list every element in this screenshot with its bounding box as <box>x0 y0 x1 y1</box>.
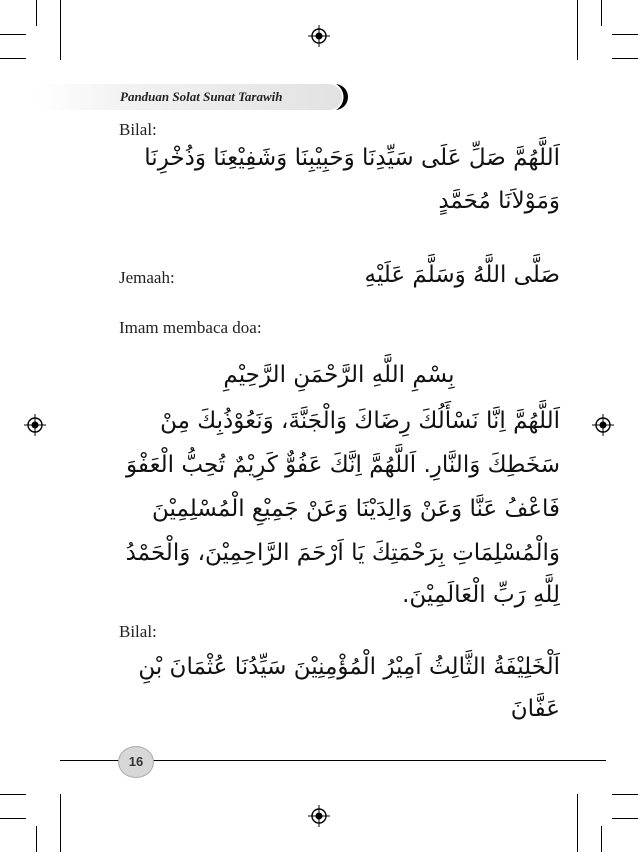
arabic-line: صَلَّى اللَّهُ وَسَلَّمَ عَلَيْهِ <box>364 262 560 288</box>
arabic-line: اَللَّهُمَّ صَلِّ عَلَى سَيِّدِنَا وَحَبِيْبِنَا وَشَفِيْعِنَا وَذُخْرِنَا <box>144 145 560 171</box>
speaker-label-bilal: Bilal: <box>119 622 157 641</box>
arabic-line: وَمَوْلاَنَا مُحَمَّدٍ <box>438 188 560 214</box>
speaker-label-imam: Imam membaca doa: <box>119 318 262 337</box>
crop-mark <box>0 58 26 59</box>
arabic-line: عَفَّانَ <box>510 696 560 722</box>
arabic-line: لِلَّهِ رَبِّ الْعَالَمِيْنَ. <box>402 582 560 608</box>
crop-mark <box>0 794 26 795</box>
crop-mark <box>36 826 37 852</box>
crop-mark <box>577 0 578 60</box>
crop-mark <box>60 0 61 60</box>
crop-mark <box>577 794 578 852</box>
arabic-line: سَخَطِكَ وَالنَّارِ. اَللَّهُمَّ اِنَّكَ عَفُوٌّ كَرِيْمٌ تُحِبُّ الْعَفْوَ <box>126 452 560 478</box>
speaker-label-bilal: Bilal: <box>119 120 157 139</box>
crop-mark <box>601 826 602 852</box>
crop-mark <box>612 818 638 819</box>
crop-mark <box>0 818 26 819</box>
arabic-line: فَاعْفُ عَنَّا وَعَنْ وَالِدَيْنَا وَعَنْ جَمِيْعِ الْمُسْلِمِيْنَ <box>152 496 560 522</box>
arabic-line: اَلْخَلِيْفَةُ الثَّالِثُ اَمِيْرُ الْمُؤْمِنِيْنَ سَيِّدُنَا عُثْمَانَ بْنِ <box>138 654 560 680</box>
basmala: بِسْمِ اللَّهِ الرَّحْمَنِ الرَّحِيْمِ <box>223 362 455 388</box>
crop-mark <box>60 794 61 852</box>
arabic-line: اَللَّهُمَّ اِنَّا نَسْأَلُكَ رِضَاكَ وَالْجَنَّةَ، وَنَعُوْذُبِكَ مِنْ <box>160 408 560 434</box>
registration-mark-icon <box>308 25 330 47</box>
crop-mark <box>612 794 638 795</box>
crop-mark <box>0 34 26 35</box>
crop-mark <box>601 0 602 26</box>
registration-mark-icon <box>308 805 330 827</box>
registration-mark-icon <box>592 414 614 436</box>
crop-mark <box>612 58 638 59</box>
arabic-line: وَالْمُسْلِمَاتِ بِرَحْمَتِكَ يَا اَرْحَمَ الرَّاحِمِيْنَ، وَالْحَمْدُ <box>125 540 560 566</box>
speaker-label-jemaah: Jemaah: <box>119 268 175 287</box>
crop-mark <box>612 34 638 35</box>
header-crescent-icon <box>332 84 356 110</box>
page-number: 16 <box>118 746 154 778</box>
crop-mark <box>36 0 37 26</box>
running-header-title: Panduan Solat Sunat Tarawih <box>120 89 283 104</box>
registration-mark-icon <box>24 414 46 436</box>
